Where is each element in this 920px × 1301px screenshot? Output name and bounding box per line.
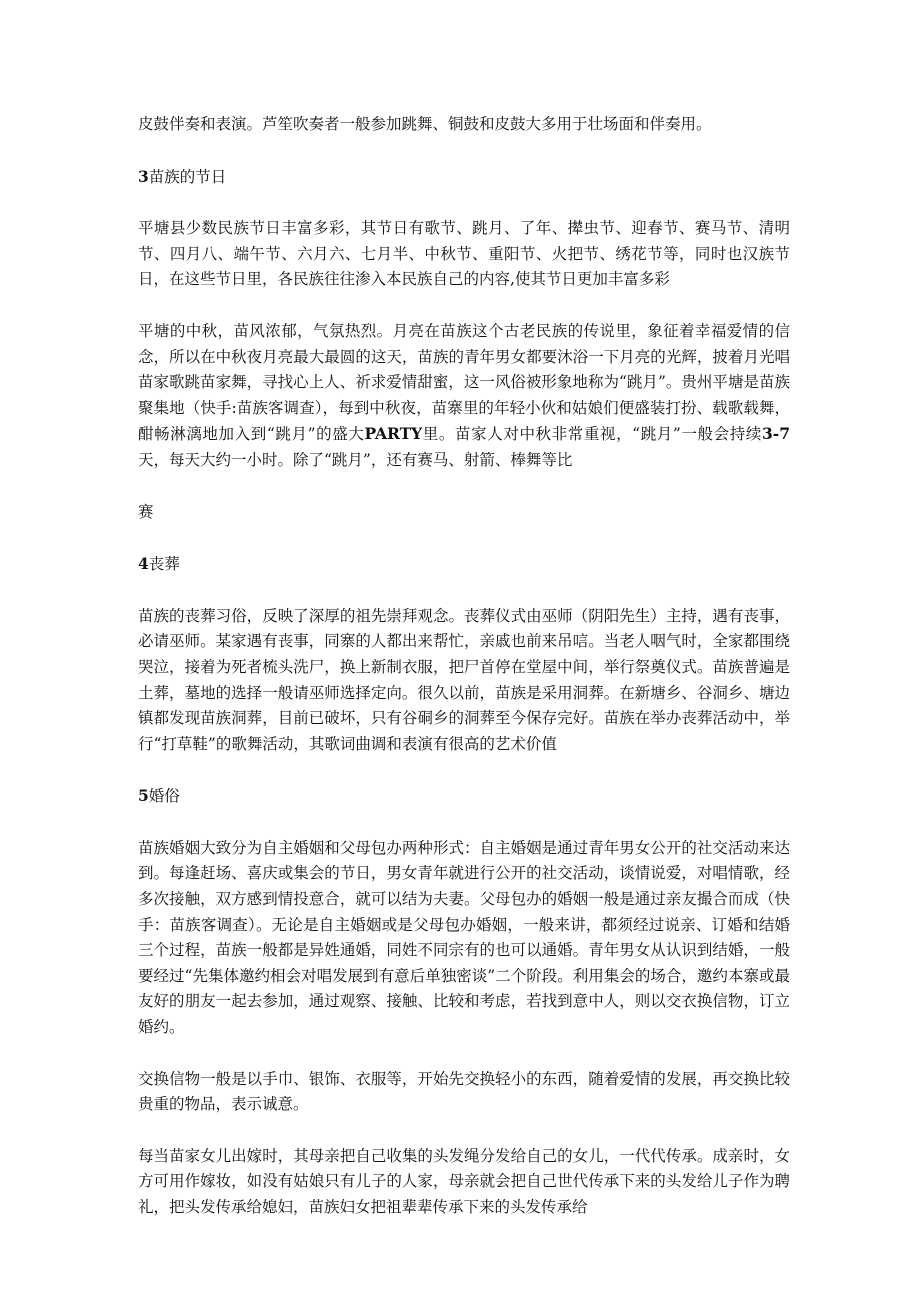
section-3-heading [138, 164, 790, 191]
section-3-paragraph-2-part-b: 里。苗家人对中秋非常重视，“跳月”一般会持续 [422, 425, 762, 444]
section-3-number: 3 [138, 166, 149, 186]
section-3-paragraph-2-part-c: 天，每天大约一小时。除了“跳月”，还有赛马、射箭、棒舞等比 [138, 450, 573, 469]
document-page [138, 112, 790, 1247]
section-4-paragraph-1: 苗族的丧葬习俗，反映了深厚的祖先崇拜观念。丧葬仪式由巫师（阴阳先生）主持，遇有丧事，必请巫师。某家遇有丧事，同寨的人都出来帮忙，亲戚也前来吊唁。当老人咽气时，全家都围绕哭泣，接着为死者梳头洗尸，换上新制衣服，把尸首停在堂屋中间，举行祭奠仪式。苗族普遍是土葬，墓地的选择一般请巫师选择定向。很久以前，苗族是采用洞葬。在新塘乡、谷洞乡、塘边镇都发现苗族洞葬，目前已破坏，只有谷硐乡的洞葬至今保存完好。苗族在举办丧葬活动中，举行“打草鞋”的歌舞活动，其歌词曲调和表演有很高的艺术价值 [138, 606, 790, 753]
section-5-heading [138, 783, 790, 810]
section-5-paragraph-2: 交换信物一般是以手巾、银饰、衣服等，开始先交换轻小的东西，随着爱情的发展，再交换比较贵重的物品，表示诚意。 [138, 1069, 790, 1114]
section-3-paragraph-2-part-a: 平塘的中秋，苗风浓郁，气氛热烈。月亮在苗族这个古老民族的传说里，象征着幸福爱情的信念，所以在中秋夜月亮最大最圆的这天，苗族的青年男女都要沐浴一下月亮的光辉，披着月光唱苗家歌跳苗家舞，寻找心上人、祈求爱情甜蜜，这一风俗被形象地称为“跳月”。贵州平塘是苗族聚集地（快手:苗族客调查），每到中秋夜，苗寨里的年轻小伙和姑娘们便盛装打扮、载歌载舞，酣畅淋漓地加入到“跳月”的盛大 [138, 321, 790, 444]
section-5-paragraph-3: 每当苗家女儿出嫁时，其母亲把自己收集的头发绳分发给自己的女儿，一代代传承。成亲时，女方可用作嫁妆，如没有姑娘只有儿子的人家，母亲就会把自己世代传承下来的头发给儿子作为聘礼，把头发传承给媳妇，苗族妇女把祖辈辈传承下来的头发传承给 [138, 1146, 790, 1216]
days-range: 3-7 [761, 424, 790, 444]
intro-paragraph: 皮鼓伴奏和表演。芦笙吹奏者一般参加跳舞、铜鼓和皮鼓大多用于壮场面和伴奏用。 [138, 115, 712, 133]
section-5-paragraph-1: 苗族婚姻大致分为自主婚姻和父母包办两种形式：自主婚姻是通过青年男女公开的社交活动来达到。每逢赶场、喜庆或集会的节日，男女青年就进行公开的社交活动，谈情说爱，对唱情歌，经多次接触，双方感到情投意合，就可以结为夫妻。父母包办的婚姻一般是通过亲友撮合而成（快手：苗族客调查）。无论是自主婚姻或是父母包办婚姻，一般来讲，都须经过说亲、订婚和结婚三个过程，苗族一般都是异姓通婚，同姓不同宗有的也可以通婚。青年男女从认识到结婚，一般要经过“先集体邀约相会对唱发展到有意后单独密谈”二个阶段。利用集会的场合，邀约本寨或最友好的朋友一起去参加，通过观察、接触、比较和考虑，若找到意中人，则以交衣换信物，订立婚约。 [138, 838, 790, 1037]
section-5-title: 婚俗 [148, 787, 180, 806]
section-3-paragraph-1: 平塘县少数民族节日丰富多彩，其节日有歌节、跳月、了年、撵虫节、迎春节、赛马节、清明节、四月八、端午节、六月六、七月半、中秋节、重阳节、火把节、绣花节等，同时也汉族节日，在这些节日里，各民族往往渗入本民族自己的内容,使其节日更加丰富多彩 [138, 219, 790, 289]
section-5-number: 5 [138, 786, 149, 806]
section-3-paragraph-2 [138, 319, 790, 474]
section-3-paragraph-3: 赛 [138, 502, 154, 521]
section-4-number: 4 [138, 554, 149, 574]
section-3-title: 苗族的节日 [148, 167, 227, 186]
section-4-title: 丧葬 [148, 555, 180, 574]
section-4-heading [138, 551, 790, 578]
party-text: PARTY [364, 424, 423, 444]
